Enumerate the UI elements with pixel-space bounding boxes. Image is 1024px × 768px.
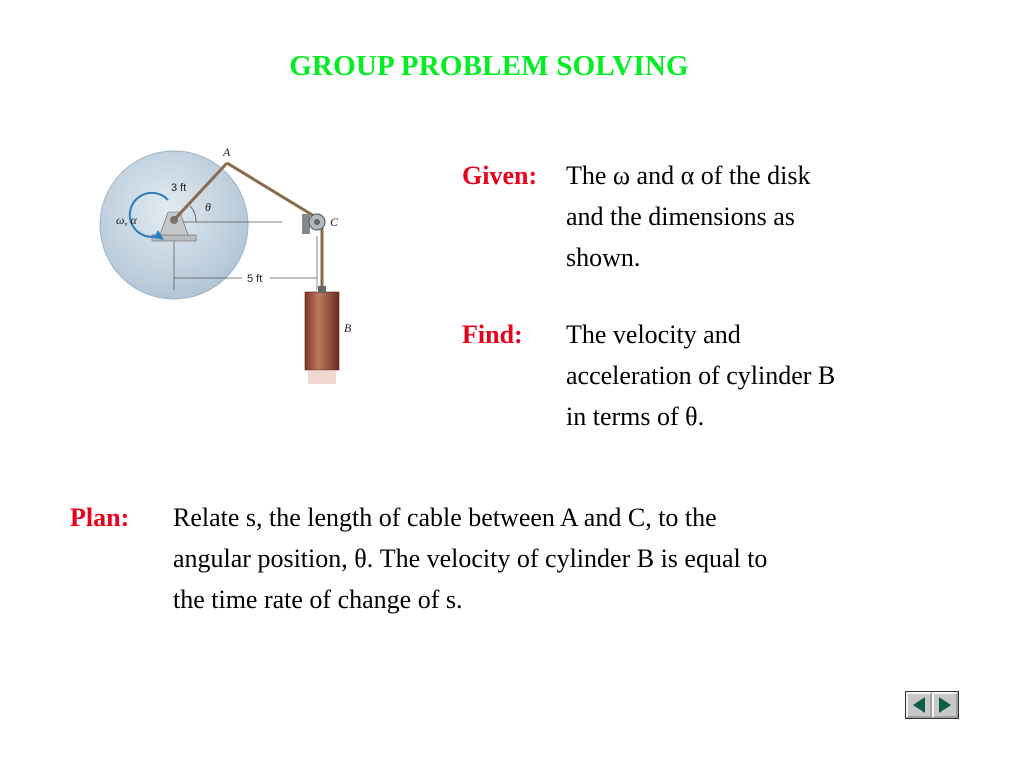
- label-radius: 3 ft: [171, 182, 187, 194]
- find-line-3: in terms of θ.: [566, 402, 705, 431]
- plan-line-1: Relate s, the length of cable between A and C, to the: [173, 503, 717, 532]
- cylinder-b: [305, 292, 339, 370]
- plan-line-3: the time rate of change of s.: [173, 585, 463, 614]
- cylinder-shadow: [308, 370, 336, 384]
- label-b: B: [344, 321, 352, 335]
- plan-text: [173, 497, 767, 620]
- given-label: Given:: [462, 161, 538, 190]
- given-line-2: and the dimensions as: [566, 202, 795, 231]
- disk-cylinder-diagram: [92, 140, 372, 390]
- plan-label: Plan:: [70, 503, 130, 532]
- given-section: [462, 155, 962, 280]
- label-c: C: [330, 215, 339, 229]
- page-title: GROUP PROBLEM SOLVING: [289, 50, 689, 82]
- find-section: [462, 314, 962, 439]
- slide-navigation: [905, 691, 959, 719]
- given-text: [566, 155, 810, 278]
- given-line-1: The ω and α of the disk: [566, 161, 811, 190]
- triangle-left-icon: [913, 697, 925, 713]
- previous-slide-button[interactable]: [906, 692, 932, 718]
- find-text: [566, 314, 835, 437]
- find-line-1: The velocity and: [566, 320, 741, 349]
- find-label: Find:: [462, 320, 523, 349]
- problem-figure: [92, 140, 372, 390]
- plan-section: [70, 497, 970, 622]
- plan-line-2: angular position, θ. The velocity of cylinder B is equal to: [173, 544, 768, 573]
- next-slide-button[interactable]: [932, 692, 958, 718]
- given-line-3: shown.: [566, 243, 641, 272]
- triangle-right-icon: [939, 697, 951, 713]
- label-a: A: [223, 145, 231, 159]
- label-theta: θ: [205, 200, 211, 214]
- label-omega-alpha: ω, α: [116, 213, 137, 227]
- find-line-2: acceleration of cylinder B: [566, 361, 836, 390]
- label-distance: 5 ft: [247, 273, 263, 285]
